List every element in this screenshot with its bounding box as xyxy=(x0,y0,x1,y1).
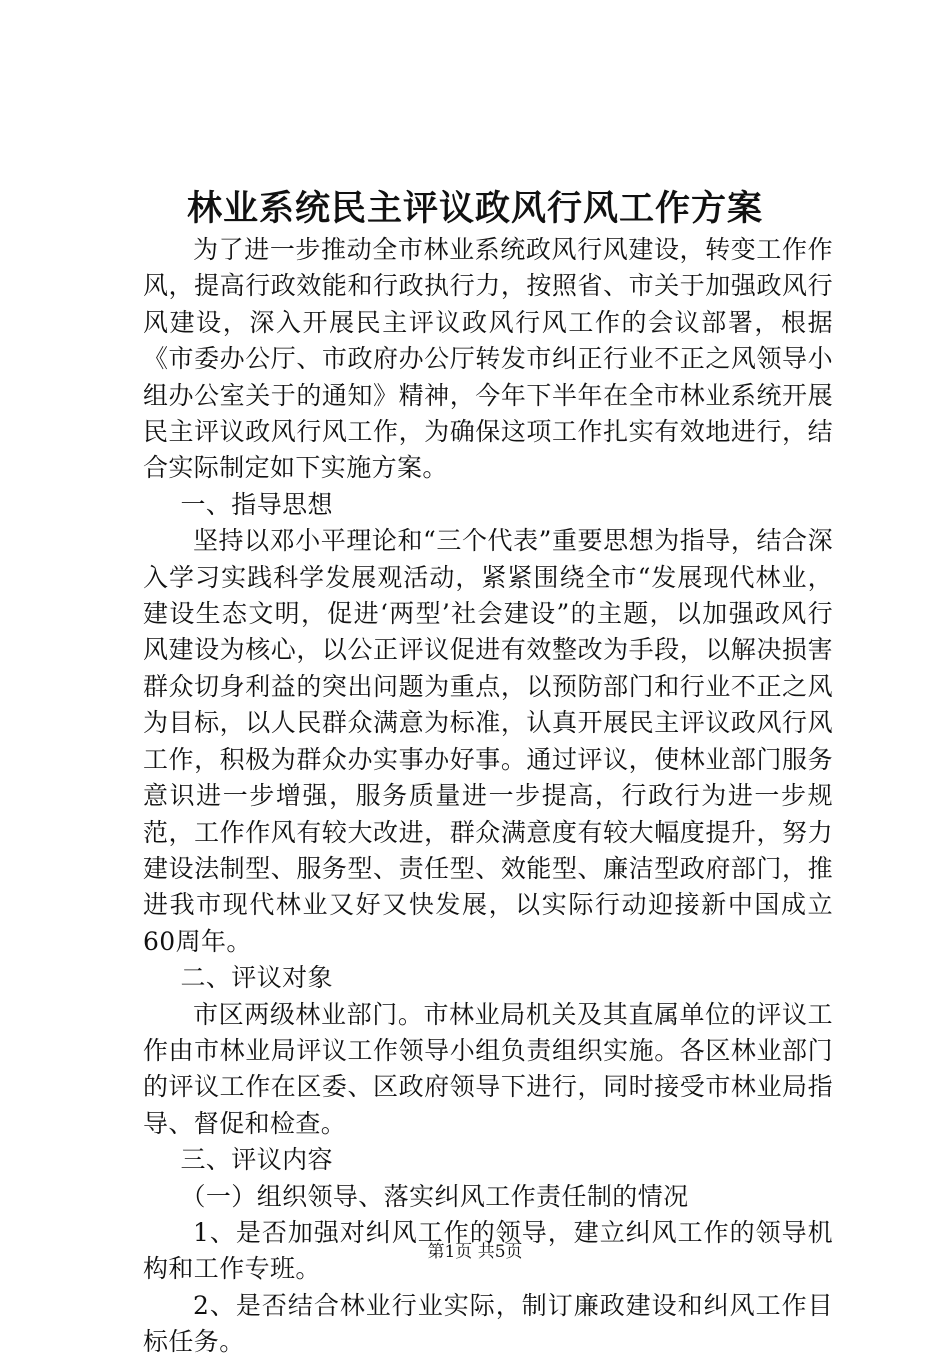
subsection-heading-organization: （一）组织领导、落实纠风工作责任制的情况 xyxy=(180,1181,689,1211)
intro-paragraph: 为了进一步推动全市林业系统政风行风建设，转变工作作风，提高行政效能和行政执行力，按照省、市关于加强政风行风建设，深入开展民主评议政风行风工作的会议部署，根据《市委办公厅、市政府办公厅转发市纠正行业不正之风领导小组办公室关于的通知》精神，今年下半年在全市林业系统开展民主评议政风行风工作，为确保这项工作扎实有效地进行，结合实际制定如下实施方案。 xyxy=(143,235,833,483)
evaluation-targets-paragraph: 市区两级林业部门。市林业局机关及其直属单位的评议工作由市林业局评议工作领导小组负责组织实施。各区林业部门的评议工作在区委、区政府领导下进行，同时接受市林业局指导、督促和检查。 xyxy=(143,999,833,1138)
section-heading-evaluation-content: 三、评议内容 xyxy=(180,1145,333,1175)
section-heading-evaluation-targets: 二、评议对象 xyxy=(180,963,333,993)
guiding-ideology-paragraph: 坚持以邓小平理论和“三个代表”重要思想为指导，结合深入学习实践科学发展观活动，紧紧围绕全市“发展现代林业，建设生态文明，促进‘两型’社会建设”的主题，以加强政风行风建设为核心，以公正评议促进有效整改为手段，以解决损害群众切身利益的突出问题为重点，以预防部门和行业不正之风为目标，以人民群众满意为标准，认真开展民主评议政风行风工作，积极为群众办实事办好事。通过评议，使林业部门服务意识进一步增强，服务质量进一步提高，行政行为进一步规范，工作作风有较大改进，群众满意度有较大幅度提升，努力建设法制型、服务型、责任型、效能型、廉洁型政府部门，推进我市现代林业又好又快发展，以实际行动迎接新中国成立60周年。 xyxy=(143,526,833,956)
document-body xyxy=(143,232,833,1361)
page-number-footer: 第1页 共5页 xyxy=(427,1242,523,1262)
document-title: 林业系统民主评议政风行风工作方案 xyxy=(186,188,763,229)
list-item-1: 1、是否加强对纠风工作的领导，建立纠风工作的领导机构和工作专班。 xyxy=(143,1217,833,1284)
section-heading-guiding-ideology: 一、指导思想 xyxy=(180,489,333,519)
list-item-2: 2、是否结合林业行业实际，制订廉政建设和纠风工作目标任务。 xyxy=(143,1290,833,1357)
